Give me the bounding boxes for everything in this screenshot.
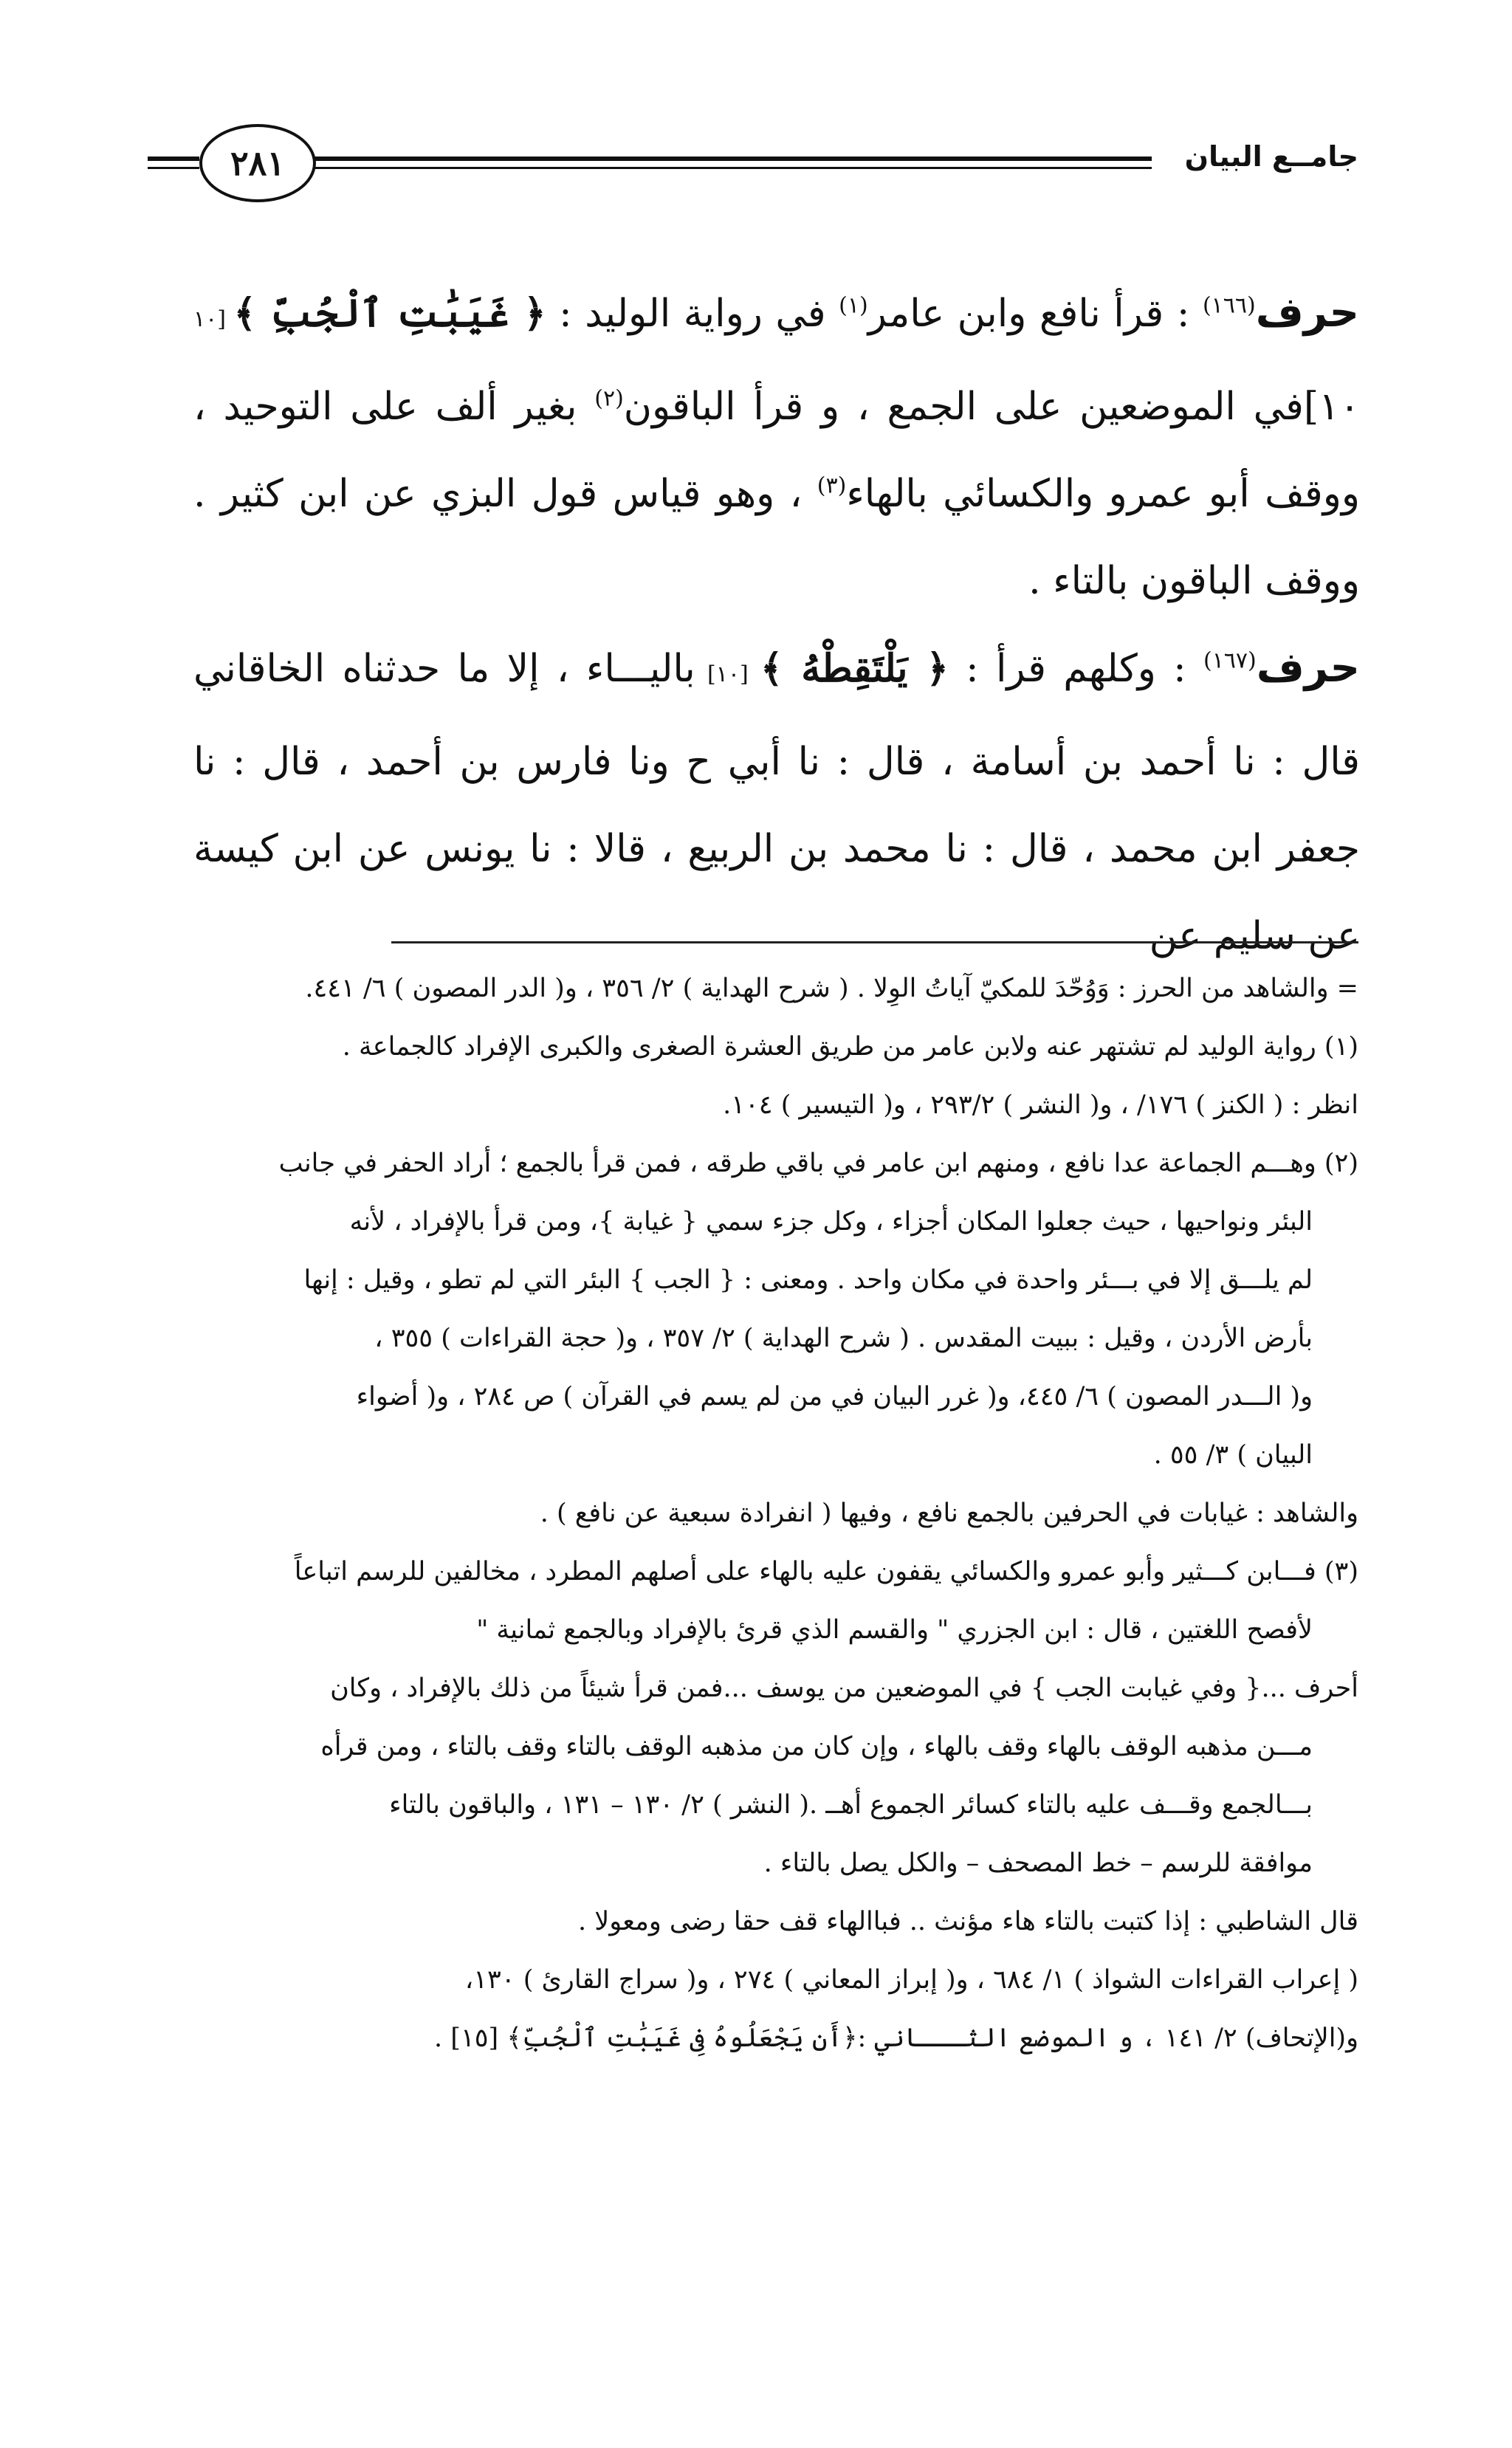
page-number: ٢٨١ (199, 124, 316, 202)
verse-ref: [١٠] (695, 661, 760, 687)
footnote-line: (٢) وهـــم الجماعة عدا نافع ، ومنهم ابن عامر في باقي طرقه ، فمن قرأ بالجمع ؛ أراد الحفر في جانب (278, 1149, 1358, 1178)
harf-number: (١٦٦) (1202, 292, 1256, 319)
footnote-line: = والشاهد من الحرز : وَوُحّدَ للمكيّ آياتُ الوِلا . ( شرح الهداية ) ٢/ ٣٥٦ ، و( الدر المصون ) ٦/ ٤٤١. (305, 974, 1358, 1003)
footnote-ref: (١) (839, 292, 868, 319)
verse-ref: [١٠ (193, 306, 234, 332)
text: بغير ألف على التوحيد ، ووقف أبو عمرو والكسائي بالهاء (193, 385, 1360, 516)
footnote-line: قال الشاطبي : إذا كتبت بالتاء هاء مؤنث .. فباالهاء قف حقا رضى ومعولا . (577, 1907, 1358, 1936)
book-title: جامــع البيان (1184, 140, 1358, 173)
harf-number: (١٦٧) (1203, 647, 1257, 674)
footnote-line: بـــالجمع وقـــف عليه بالتاء كسائر الجموع أهــ .( النشر ) ٢/ ١٣٠ – ١٣١ ، والباقون بالتاء (389, 1790, 1313, 1820)
footnote-line: بأرض الأردن ، وقيل : ببيت المقدس . ( شرح الهداية ) ٢/ ٣٥٧ ، و( حجة القراءات ) ٣٥٥ ، (374, 1324, 1313, 1353)
footnote-line: (٣) فـــابن كـــثير وأبو عمرو والكسائي يقفون عليه بالهاء على أصلهم المطرد ، مخالفين للرسم اتباعاً (294, 1557, 1358, 1586)
harf-label: حرف (1255, 289, 1359, 337)
footnote-line: (١) رواية الوليد لم تشتهر عنه ولابن عامر من طريق العشرة الصغرى والكبرى الإفراد كالجماعة . (342, 1032, 1358, 1062)
footnote-line: لأفصح اللغتين ، قال : ابن الجزري " والقسم الذي قرئ بالإفراد وبالجمع ثمانية " (476, 1615, 1313, 1645)
footnote-line: موافقة للرسم – خط المصحف – والكل يصل بالتاء . (763, 1849, 1313, 1878)
footnote-line: لم يلـــق إلا في بـــئر واحدة في مكان واحد . ومعنى : { الجب } البئر التي لم تطو ، وقيل : إنها (303, 1265, 1313, 1295)
footnote-line: والشاهد : غيابات في الحرفين بالجمع نافع ، وفيها ( انفرادة سبعية عن نافع ) . (540, 1499, 1358, 1528)
quran-quote: ﴿ يَلْتَقِطْهُ ﴾ (760, 646, 949, 691)
text: باليـــاء ، إلا ما حدثناه الخاقاني قال : نا أحمد بن أسامة ، قال : نا أبي ح ونا فارس بن أحمد ، قال : نا جعفر ابن محمد ، قال : نا محمد بن الربيع ، قالا : نا يونس عن ابن كيسة عن سليم عن (193, 647, 1360, 958)
footnote-line: و(الإتحاف) ٢/ ١٤١ ، و الموضع الثـــاني :﴿أَن يَجْعَلُوهُ فِى غَيَبَٰتِ ٱلْجُبِّ﴾ [١٥] . (434, 2024, 1358, 2053)
harf-label: حرف (1256, 644, 1360, 692)
text: : وكلهم قرأ : (948, 647, 1203, 691)
footnote-line: البئر ونواحيها ، حيث جعلوا المكان أجزاء ، وكل جزء سمي { غيابة }، ومن قرأ بالإفراد ، لأنه (349, 1207, 1313, 1237)
main-text (193, 269, 1360, 980)
footnote-ref: (٢) (594, 385, 624, 412)
text: في رواية الوليد : (546, 292, 839, 336)
header-rule-left-thin (148, 167, 199, 169)
footnotes (177, 960, 1358, 2068)
paragraph-harf-166 (193, 269, 1360, 625)
header-rule-left (148, 157, 199, 161)
header-rule-thin (310, 167, 1152, 169)
footnote-line: البيان ) ٣/ ٥٥ . (1153, 1440, 1313, 1470)
header-rule (310, 157, 1152, 161)
quran-quote: ﴿ غَيَبَٰتِ ٱلْجُبِّ ﴾ (233, 291, 546, 336)
footnote-ref: (٣) (817, 472, 847, 499)
footnote-line: أحرف ...{ وفي غيابت الجب } في الموضعين من يوسف ...فمن قرأ شيئاً من ذلك بالإفراد ، وكان (330, 1674, 1358, 1703)
text: ١٠]في الموضعين على الجمع ، و قرأ الباقون (623, 385, 1360, 429)
page-header (148, 111, 1358, 214)
footnote-line: مـــن مذهبه الوقف بالهاء وقف بالهاء ، وإن كان من مذهبه الوقف بالتاء وقف بالتاء ، ومن قرأه (320, 1732, 1313, 1761)
footnote-line: انظر : ( الكنز ) ١٧٦/ ، و( النشر ) ٢٩٣/٢ ، و( التيسير ) ١٠٤. (723, 1090, 1358, 1120)
footnote-divider (391, 941, 1358, 943)
footnote-line: و( الـــدر المصون ) ٦/ ٤٤٥، و( غرر البيان في من لم يسم في القرآن ) ص ٢٨٤ ، و( أضواء (356, 1382, 1313, 1412)
text: ، وهو قياس قول البزي عن ابن كثير . ووقف الباقون بالتاء . (193, 472, 1360, 603)
footnote-line: ( إعراب القراءات الشواذ ) ١/ ٦٨٤ ، و( إبراز المعاني ) ٢٧٤ ، و( سراج القارئ ) ١٣٠، (464, 1965, 1358, 1995)
text: : قرأ نافع وابن عامر (867, 292, 1203, 336)
paragraph-harf-167 (193, 625, 1360, 980)
